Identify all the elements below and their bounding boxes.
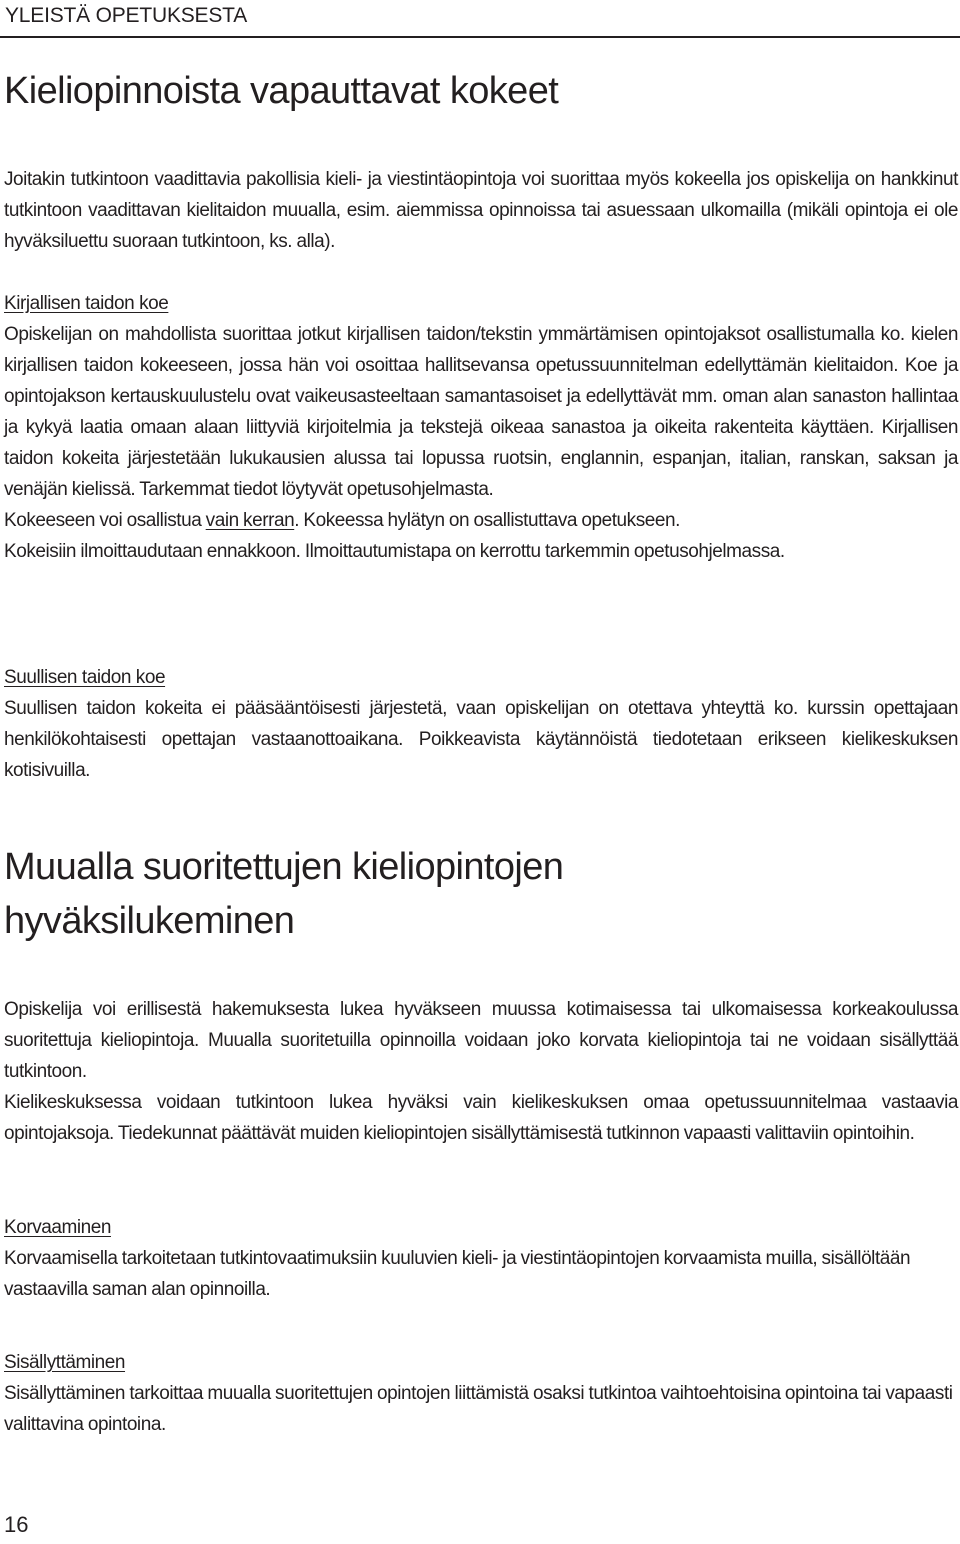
section-title-exemption-exams: Kieliopinnoista vapauttavat kokeet	[4, 70, 559, 112]
section-title-credit-transfer	[4, 840, 804, 948]
credit-transfer-intro	[4, 994, 958, 1149]
written-exam-section	[4, 288, 958, 567]
once-text-before: Kokeeseen voi osallistua	[4, 510, 206, 531]
intro-text: Joitakin tutkintoon vaadittavia pakollisia kieli- ja viestintäopintoja voi suorittaa myös kokeella jos opiskelija on hankkinut tutkintoon vaadittavan kielitaidon muualla, esim. aiemmissa opinnoissa tai asuessaan ulkomailla (mikäli opintoja ei ole hyväksiluettu suoraan tutkintoon, ks. alla).	[4, 169, 958, 252]
oral-exam-body: Suullisen taidon kokeita ei pääsääntöisesti järjestetä, vaan opiskelijan on otettava yhteyttä ko. kurssin opettajaan henkilökohtaisesti opettajan vastaanottoaikana. Poikkeavista käytännöistä tiedotetaan erikseen kielikeskuksen kotisivuilla.	[4, 698, 958, 781]
credit-transfer-intro-2: Kielikeskuksessa voidaan tutkintoon lukea hyväksi vain kielikeskuksen omaa opetussuunnitelmaa vastaavia opintojaksoja. Tiedekunnat päättävät muiden kieliopintojen sisällyttämisestä tutkinnon vapaasti valittaviin opintoihin.	[4, 1092, 958, 1144]
including-heading: Sisällyttäminen	[4, 1352, 126, 1373]
running-header: YLEISTÄ OPETUKSESTA	[5, 4, 248, 27]
replacing-body: Korvaamisella tarkoitetaan tutkintovaatimuksiin kuuluvien kieli- ja viestintäopintojen korvaamista muilla, sisällöltään vastaavilla saman alan opinnoilla.	[4, 1248, 911, 1300]
written-exam-body: Opiskelijan on mahdollista suorittaa jotkut kirjallisen taidon/tekstin ymmärtämisen opintojaksot osallistumalla ko. kielen kirjallisen taidon kokeeseen, jossa hän voi osoittaa hallitsevansa opetussuunnitelman edellyttämän kielitaidon. Koe ja opintojakson kertauskuulustelu ovat vaikeusasteeltaan samantasoiset ja edellyttävät mm. oman alan sanaston hallintaa ja kykyä laatia omaan alaan liittyviä kirjoitelmia ja tekstejä oikeaa sanastoa ja oikeita rakenteita käyttäen. Kirjallisen taidon kokeita järjestetään lukukausien alussa tai lopussa ruotsin, englannin, espanjan, italian, ranskan, saksan ja venäjän kielissä. Tarkemmat tiedot löytyvät opetusohjelmasta.	[4, 324, 958, 500]
oral-exam-heading: Suullisen taidon koe	[4, 667, 166, 688]
written-exam-once	[4, 505, 958, 536]
replacing-section	[4, 1212, 958, 1305]
oral-exam-section	[4, 662, 958, 786]
including-section	[4, 1347, 958, 1440]
header-rule	[0, 36, 960, 38]
replacing-heading: Korvaaminen	[4, 1217, 111, 1238]
page-number: 16	[4, 1512, 29, 1537]
credit-transfer-intro-1: Opiskelija voi erillisestä hakemuksesta lukea hyväkseen muussa kotimaisessa tai ulkomaisessa korkeakoulussa suoritettuja kieliopintoja. Muualla suoritetuilla opinnoilla voidaan joko korvata kieliopintoja tai ne voidaan sisällyttää tutkintoon.	[4, 999, 958, 1082]
section-title-line2: hyväksilukeminen	[4, 900, 295, 942]
written-exam-registration: Kokeisiin ilmoittaudutaan ennakkoon. Ilmoittautumistapa on kerrottu tarkemmin opetusohjelmassa.	[4, 541, 785, 562]
including-body: Sisällyttäminen tarkoittaa muualla suoritettujen opintojen liittämistä osaksi tutkintoa vaihtoehtoisina opintoina tai vapaasti valittavina opintoina.	[4, 1383, 953, 1435]
written-exam-heading: Kirjallisen taidon koe	[4, 293, 169, 314]
once-emphasis: vain kerran	[205, 510, 295, 531]
intro-paragraph	[4, 164, 958, 257]
once-text-after: . Kokeessa hylätyn on osallistuttava opetukseen.	[294, 510, 680, 531]
section-title-line1: Muualla suoritettujen kieliopintojen	[4, 846, 564, 888]
